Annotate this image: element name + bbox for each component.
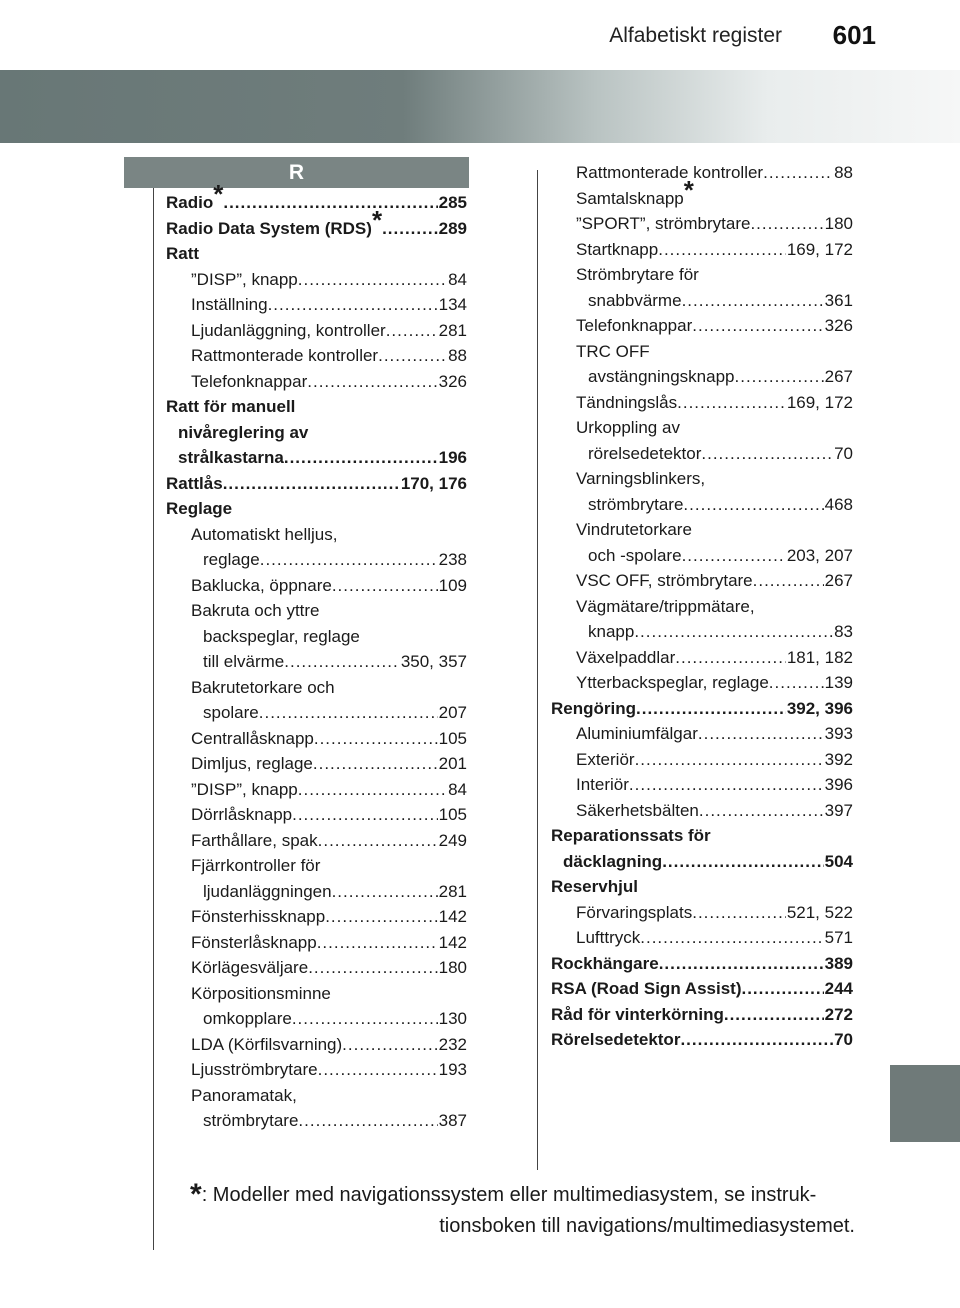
dot-leader bbox=[640, 925, 823, 951]
index-entry bbox=[551, 721, 853, 747]
header-band bbox=[0, 70, 960, 143]
index-entry bbox=[551, 1027, 853, 1053]
index-entry-page: 361 bbox=[824, 290, 853, 310]
dot-leader bbox=[699, 798, 824, 824]
index-entry-page: 105 bbox=[438, 728, 467, 748]
dot-leader bbox=[232, 496, 467, 522]
index-entry bbox=[166, 292, 467, 318]
index-entry bbox=[166, 624, 467, 650]
dot-leader bbox=[320, 853, 467, 879]
section-letter-header: R bbox=[124, 157, 469, 188]
index-entry-term: nivåreglering av bbox=[178, 422, 309, 442]
index-entry bbox=[551, 174, 853, 212]
index-entry-page: 70 bbox=[834, 1030, 853, 1049]
index-entry-term: Aluminiumfälgar bbox=[576, 724, 698, 743]
dot-leader bbox=[332, 573, 438, 599]
index-entry-page: 392 bbox=[824, 749, 853, 769]
index-entry bbox=[551, 849, 853, 875]
index-entry-term: Ytterbackspeglar, reglage bbox=[576, 673, 769, 692]
index-entry bbox=[551, 619, 853, 645]
dot-leader bbox=[658, 237, 786, 263]
dot-leader bbox=[650, 339, 853, 365]
dot-leader bbox=[698, 721, 824, 747]
index-entry-page: 289 bbox=[438, 218, 467, 238]
dot-leader bbox=[724, 1002, 824, 1028]
dot-leader bbox=[223, 190, 437, 216]
column-divider-left bbox=[153, 188, 154, 1250]
index-entry bbox=[551, 747, 853, 773]
dot-leader bbox=[753, 568, 824, 594]
footnote-star-marker: * bbox=[683, 174, 694, 205]
dot-leader bbox=[307, 369, 437, 395]
index-entry-page: 397 bbox=[824, 800, 853, 820]
index-entry-term: Säkerhetsbälten bbox=[576, 800, 699, 820]
index-entry-page: 142 bbox=[438, 932, 467, 952]
dot-leader bbox=[268, 292, 438, 318]
index-entry-term: Körpositionsminne bbox=[191, 983, 331, 1003]
index-entry-term: VSC OFF, strömbrytare bbox=[576, 571, 753, 590]
index-entry bbox=[166, 1006, 467, 1032]
index-entry bbox=[166, 1032, 467, 1058]
index-entry-page: 169, 172 bbox=[786, 392, 853, 412]
dot-leader bbox=[335, 675, 467, 701]
dot-leader bbox=[308, 955, 437, 981]
index-entry-term: Råd för vinterkörning bbox=[551, 1004, 724, 1024]
dot-leader bbox=[635, 747, 824, 773]
index-entry-term: Samtalsknapp* bbox=[576, 174, 694, 208]
index-entry-term: Ljudanläggning, kontroller bbox=[191, 320, 386, 340]
footnote bbox=[190, 1176, 855, 1242]
dot-leader bbox=[298, 777, 447, 803]
index-entry-term: ”DISP”, knapp bbox=[191, 269, 298, 289]
dot-leader bbox=[260, 547, 438, 573]
index-entry bbox=[551, 339, 853, 365]
dot-leader bbox=[325, 904, 437, 930]
index-entry bbox=[551, 568, 853, 594]
index-entry bbox=[551, 160, 853, 186]
index-entry-term: Rörelsedetektor bbox=[551, 1030, 681, 1049]
index-entry-term: Bakruta och yttre bbox=[191, 601, 320, 620]
footnote-line-2: tionsboken till navigations/multimediasystemet. bbox=[439, 1215, 855, 1237]
dot-leader bbox=[199, 241, 467, 267]
footnote-star-marker: * bbox=[371, 204, 383, 235]
index-entry bbox=[551, 492, 853, 518]
index-entry bbox=[166, 573, 467, 599]
index-entry-term: Vägmätare/trippmätare, bbox=[576, 596, 755, 616]
dot-leader bbox=[694, 186, 853, 212]
index-entry bbox=[551, 823, 853, 849]
index-entry-page: 249 bbox=[438, 830, 467, 850]
index-entry-term: Ratt för manuell bbox=[166, 397, 296, 416]
index-entry bbox=[551, 594, 853, 620]
dot-leader bbox=[337, 522, 467, 548]
dot-leader bbox=[629, 772, 824, 798]
index-column-left bbox=[166, 179, 467, 1134]
dot-leader bbox=[318, 828, 438, 854]
index-entry-term: Fönsterhissknapp bbox=[191, 907, 326, 926]
index-entry-term: Reparationssats för bbox=[551, 826, 711, 845]
index-entry-term: strömbrytare bbox=[203, 1111, 299, 1130]
index-entry-term: Automatiskt helljus, bbox=[191, 524, 338, 544]
index-entry bbox=[551, 441, 853, 467]
index-entry bbox=[166, 879, 467, 905]
index-entry bbox=[551, 517, 853, 543]
dot-leader bbox=[634, 619, 833, 645]
index-entry-term: Radio* bbox=[166, 179, 224, 212]
index-entry-page: 238 bbox=[438, 550, 467, 569]
index-entry-page: 180 bbox=[824, 214, 853, 233]
index-entry-page: 396 bbox=[824, 775, 853, 794]
index-entry-term: Interiör bbox=[576, 775, 629, 794]
index-entry bbox=[551, 543, 853, 569]
dot-leader bbox=[317, 930, 438, 956]
index-entry-page: 521, 522 bbox=[786, 902, 853, 922]
index-entry-term: LDA (Körfilsvarning) bbox=[191, 1034, 343, 1054]
index-entry-page: 392, 396 bbox=[786, 698, 853, 718]
index-entry-term: Körlägesväljare bbox=[191, 958, 309, 977]
dot-leader bbox=[659, 951, 824, 977]
dot-leader bbox=[360, 624, 467, 650]
index-entry bbox=[551, 670, 853, 696]
index-entry-term: Startknapp bbox=[576, 239, 659, 259]
index-entry-term: Inställning bbox=[191, 295, 268, 314]
index-entry-page: 109 bbox=[438, 575, 467, 595]
index-entry-term: Exteriör bbox=[576, 749, 635, 769]
index-entry-page: 130 bbox=[438, 1009, 467, 1028]
index-entry-term: avstängningsknapp bbox=[588, 367, 735, 386]
dot-leader bbox=[378, 343, 447, 369]
index-entry-term: Telefonknappar bbox=[576, 316, 693, 335]
dot-leader bbox=[682, 543, 786, 569]
index-entry-page: 84 bbox=[448, 269, 467, 289]
index-entry-page: 267 bbox=[824, 367, 853, 386]
index-entry-term: Fönsterlåsknapp bbox=[191, 932, 317, 952]
dot-leader bbox=[769, 670, 824, 696]
dot-leader bbox=[342, 1032, 437, 1058]
dot-leader bbox=[292, 1006, 438, 1032]
dot-leader bbox=[680, 415, 853, 441]
index-entry-page: 169, 172 bbox=[786, 239, 853, 259]
column-divider-center bbox=[537, 170, 538, 1170]
index-entry bbox=[551, 415, 853, 441]
dot-leader bbox=[223, 471, 400, 497]
dot-leader bbox=[699, 262, 853, 288]
index-entry-page: 468 bbox=[824, 494, 853, 514]
index-entry-term: Rattmonterade kontroller bbox=[191, 346, 379, 365]
index-entry-page: 387 bbox=[438, 1111, 467, 1130]
index-entry-page: 571 bbox=[824, 928, 853, 947]
index-column-right bbox=[551, 160, 853, 1053]
index-entry-term: ”DISP”, knapp bbox=[191, 779, 298, 799]
index-entry bbox=[551, 211, 853, 237]
dot-leader bbox=[701, 441, 833, 467]
index-entry bbox=[166, 598, 467, 624]
dot-leader bbox=[636, 696, 786, 722]
index-entry-term: Förvaringsplats bbox=[576, 902, 693, 922]
index-entry bbox=[166, 496, 467, 522]
index-entry-page: 203, 207 bbox=[786, 545, 853, 565]
index-entry-term: och -spolare bbox=[588, 545, 682, 565]
index-entry bbox=[551, 390, 853, 416]
index-entry-term: Urkoppling av bbox=[576, 418, 680, 437]
dot-leader bbox=[735, 364, 824, 390]
index-entry bbox=[166, 343, 467, 369]
dot-leader bbox=[705, 466, 853, 492]
index-entry bbox=[166, 1108, 467, 1134]
index-entry bbox=[551, 364, 853, 390]
index-entry-page: 196 bbox=[438, 448, 467, 467]
index-entry bbox=[166, 318, 467, 344]
index-entry bbox=[166, 981, 467, 1007]
index-entry bbox=[551, 798, 853, 824]
index-entry-term: ljudanläggningen bbox=[203, 881, 332, 901]
dot-leader bbox=[292, 802, 438, 828]
index-entry-term: Ratt bbox=[166, 244, 200, 263]
footnote-star: * bbox=[190, 1178, 202, 1211]
index-entry bbox=[551, 288, 853, 314]
dot-leader bbox=[313, 751, 438, 777]
index-entry-term: knapp bbox=[588, 622, 635, 641]
index-entry-term: Rengöring bbox=[551, 698, 636, 718]
dot-leader bbox=[692, 517, 853, 543]
index-entry bbox=[551, 466, 853, 492]
dot-leader bbox=[682, 288, 824, 314]
index-entry bbox=[166, 930, 467, 956]
index-entry-term: Tändningslås bbox=[576, 392, 678, 412]
index-entry-term: TRC OFF bbox=[576, 341, 650, 361]
index-entry-term: Telefonknappar bbox=[191, 371, 308, 391]
index-entry-page: 504 bbox=[824, 851, 853, 871]
index-entry bbox=[166, 522, 467, 548]
index-entry bbox=[551, 262, 853, 288]
index-entry-page: 83 bbox=[834, 622, 853, 641]
index-entry-page: 326 bbox=[438, 371, 467, 391]
dot-leader bbox=[295, 394, 467, 420]
index-entry-term: Bakrutetorkare och bbox=[191, 677, 335, 697]
index-entry bbox=[166, 241, 467, 267]
dot-leader bbox=[755, 594, 853, 620]
index-entry-term: Ljusströmbrytare bbox=[191, 1060, 318, 1079]
index-entry bbox=[166, 471, 467, 497]
index-entry bbox=[551, 874, 853, 900]
index-entry-page: 244 bbox=[824, 979, 853, 998]
index-entry-page: 326 bbox=[824, 316, 853, 335]
dot-leader bbox=[677, 390, 786, 416]
dot-leader bbox=[308, 420, 467, 446]
index-entry bbox=[166, 179, 467, 216]
page-number: 601 bbox=[832, 20, 876, 50]
index-entry bbox=[166, 904, 467, 930]
index-entry bbox=[551, 237, 853, 263]
dot-leader bbox=[331, 981, 467, 1007]
index-entry-page: 350, 357 bbox=[400, 652, 467, 671]
index-entry bbox=[166, 853, 467, 879]
index-entry bbox=[551, 313, 853, 339]
index-entry bbox=[166, 547, 467, 573]
index-entry bbox=[166, 955, 467, 981]
index-entry-term: Reservhjul bbox=[551, 877, 638, 896]
index-entry-page: 267 bbox=[824, 571, 853, 590]
index-entry bbox=[551, 696, 853, 722]
dot-leader bbox=[259, 700, 438, 726]
index-entry-page: 142 bbox=[438, 907, 467, 926]
dot-leader bbox=[284, 649, 400, 675]
index-entry-term: Dimljus, reglage bbox=[191, 754, 313, 773]
dot-leader bbox=[386, 318, 438, 344]
page-title: Alfabetiskt register bbox=[609, 24, 782, 47]
dot-leader bbox=[314, 726, 438, 752]
dot-leader bbox=[741, 976, 823, 1002]
index-entry-term: Rockhängare bbox=[551, 953, 659, 973]
index-entry-term: Reglage bbox=[166, 499, 233, 518]
index-entry bbox=[166, 267, 467, 293]
index-entry-term: Centrallåsknapp bbox=[191, 728, 314, 748]
index-entry-page: 105 bbox=[438, 805, 467, 824]
index-entry-page: 281 bbox=[438, 881, 467, 901]
index-entry-term: Baklucka, öppnare bbox=[191, 575, 332, 595]
index-entry bbox=[166, 700, 467, 726]
index-entry-page: 181, 182 bbox=[786, 647, 853, 667]
index-entry bbox=[166, 828, 467, 854]
index-entry bbox=[166, 751, 467, 777]
index-entry-term: Dörrlåsknapp bbox=[191, 805, 293, 824]
index-entry-term: Fjärrkontroller för bbox=[191, 856, 321, 875]
dot-leader bbox=[298, 267, 447, 293]
index-entry-page: 88 bbox=[448, 346, 467, 365]
index-entry-term: däcklagning bbox=[563, 851, 663, 871]
index-entry-page: 232 bbox=[438, 1034, 467, 1054]
dot-leader bbox=[320, 598, 467, 624]
dot-leader bbox=[318, 1057, 438, 1083]
index-entry bbox=[551, 645, 853, 671]
index-entry-term: Farthållare, spak bbox=[191, 830, 318, 850]
index-entry-term: Strömbrytare för bbox=[576, 265, 699, 284]
dot-leader bbox=[297, 1083, 467, 1109]
index-entry-term: reglage bbox=[203, 550, 260, 569]
index-entry bbox=[166, 369, 467, 395]
dot-leader bbox=[750, 211, 823, 237]
index-entry bbox=[551, 925, 853, 951]
index-entry-page: 193 bbox=[438, 1060, 467, 1079]
index-entry-term: till elvärme bbox=[203, 652, 285, 671]
index-entry-term: backspeglar, reglage bbox=[203, 626, 360, 646]
index-entry-term: snabbvärme bbox=[588, 290, 682, 310]
index-entry bbox=[166, 1057, 467, 1083]
index-entry-page: 285 bbox=[438, 193, 467, 212]
index-entry-term: ”SPORT”, strömbrytare bbox=[576, 214, 751, 233]
index-entry-page: 84 bbox=[448, 779, 467, 799]
index-entry-term: RSA (Road Sign Assist) bbox=[551, 979, 742, 998]
index-entry bbox=[166, 420, 467, 446]
dot-leader bbox=[692, 313, 823, 339]
index-entry bbox=[166, 394, 467, 420]
index-entry-page: 389 bbox=[824, 953, 853, 973]
dot-leader bbox=[692, 900, 786, 926]
index-entry-page: 180 bbox=[438, 958, 467, 977]
index-entry-term: Varningsblinkers, bbox=[576, 469, 706, 488]
dot-leader bbox=[298, 1108, 437, 1134]
index-entry bbox=[551, 951, 853, 977]
index-entry-term: Vindrutetorkare bbox=[576, 520, 692, 539]
index-entry-term: Radio Data System (RDS)* bbox=[166, 204, 383, 238]
dot-leader bbox=[638, 874, 853, 900]
footnote-star-marker: * bbox=[213, 179, 224, 210]
index-entry bbox=[166, 445, 467, 471]
index-entry-term: Växelpaddlar bbox=[576, 647, 676, 667]
index-entry-term: Rattmonterade kontroller bbox=[576, 163, 764, 182]
index-entry bbox=[551, 900, 853, 926]
index-entry bbox=[166, 726, 467, 752]
index-entry-term: Lufttryck bbox=[576, 928, 641, 947]
dot-leader bbox=[284, 445, 438, 471]
index-entry bbox=[166, 204, 467, 242]
index-entry-term: Panoramatak, bbox=[191, 1085, 297, 1105]
index-entry-page: 139 bbox=[824, 673, 853, 692]
index-entry-page: 207 bbox=[438, 703, 467, 722]
dot-leader bbox=[332, 879, 438, 905]
dot-leader bbox=[382, 216, 438, 242]
index-entry bbox=[166, 777, 467, 803]
index-entry-term: spolare bbox=[203, 703, 259, 722]
side-index-tab bbox=[890, 1065, 960, 1142]
index-entry-term: strålkastarna bbox=[178, 448, 284, 467]
index-entry-page: 393 bbox=[824, 724, 853, 743]
dot-leader bbox=[763, 160, 833, 186]
dot-leader bbox=[711, 823, 853, 849]
index-entry-page: 281 bbox=[438, 320, 467, 340]
index-entry-page: 201 bbox=[438, 754, 467, 773]
index-entry-page: 134 bbox=[438, 295, 467, 314]
dot-leader bbox=[683, 492, 823, 518]
index-entry bbox=[166, 649, 467, 675]
index-entry-term: omkopplare bbox=[203, 1009, 292, 1028]
index-entry-term: rörelsedetektor bbox=[588, 443, 702, 463]
index-entry-page: 88 bbox=[834, 163, 853, 182]
index-entry bbox=[551, 976, 853, 1002]
index-entry bbox=[166, 802, 467, 828]
index-entry bbox=[166, 1083, 467, 1109]
dot-leader bbox=[680, 1027, 833, 1053]
index-entry-page: 170, 176 bbox=[400, 473, 467, 493]
index-entry-page: 70 bbox=[834, 443, 853, 463]
index-entry-term: strömbrytare bbox=[588, 494, 684, 514]
dot-leader bbox=[662, 849, 823, 875]
footnote-line-1: : Modeller med navigationssystem eller multimediasystem, se instruk- bbox=[201, 1184, 817, 1206]
index-entry-term: Rattlås bbox=[166, 473, 223, 493]
index-entry-page: 272 bbox=[824, 1004, 853, 1024]
index-entry bbox=[551, 1002, 853, 1028]
index-entry bbox=[166, 675, 467, 701]
index-entry bbox=[551, 772, 853, 798]
dot-leader bbox=[675, 645, 786, 671]
